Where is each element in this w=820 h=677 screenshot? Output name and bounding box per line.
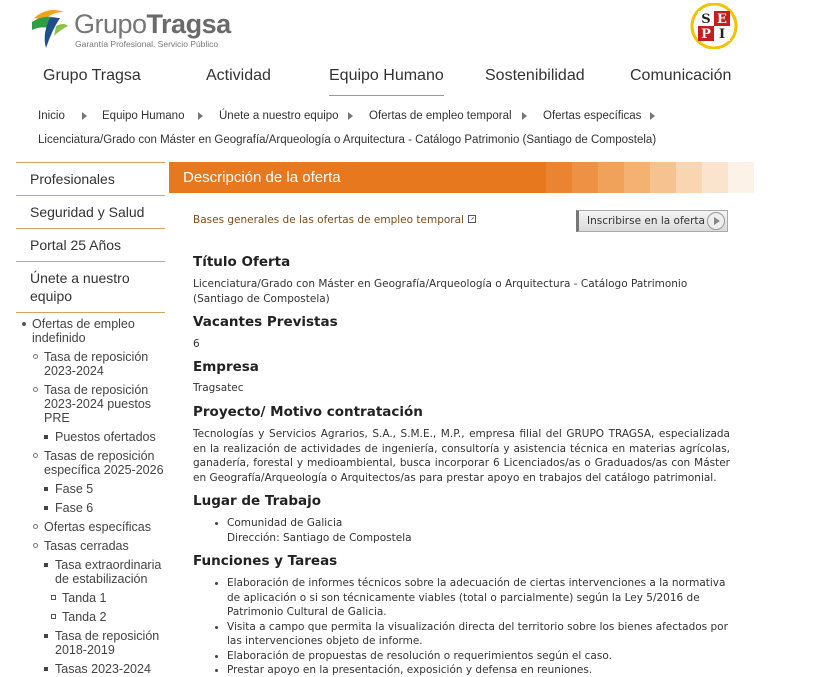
arrow-right-icon <box>707 212 725 230</box>
breadcrumb-ofertas-especificas[interactable]: Ofertas específicas <box>543 110 642 122</box>
sidebar-tree <box>16 317 165 676</box>
tree-item-tasas-2023[interactable]: Tasas 2023-2024 <box>16 662 165 676</box>
vacantes-heading: Vacantes Previstas <box>193 314 338 330</box>
bullet-icon <box>33 453 38 458</box>
breadcrumb-equipo-humano[interactable]: Equipo Humano <box>102 110 185 122</box>
tree-item-ofertas-indefinido[interactable]: Ofertas de empleo indefinido <box>16 317 165 345</box>
sidebar-item-unete[interactable]: Únete a nuestro equipo <box>16 261 165 313</box>
sidebar-item-profesionales[interactable]: Profesionales <box>16 162 165 195</box>
sepi-letter-e: E <box>717 12 727 27</box>
breadcrumb-arrow-icon <box>82 112 87 120</box>
bases-link[interactable]: Bases generales de las ofertas de empleo temporal <box>193 214 476 226</box>
funciones-list <box>213 576 733 677</box>
sepi-letter-i: I <box>718 27 726 42</box>
breadcrumb-arrow-icon <box>650 112 655 120</box>
grupo-tragsa-logo[interactable] <box>30 4 230 52</box>
breadcrumb-arrow-icon <box>198 112 203 120</box>
external-link-icon <box>468 215 476 223</box>
bullet-icon <box>51 595 56 600</box>
sepi-logo[interactable] <box>690 3 738 49</box>
breadcrumb-ofertas-temporal[interactable]: Ofertas de empleo temporal <box>369 110 512 122</box>
bullet-icon <box>44 563 48 567</box>
bullet-icon <box>215 669 218 672</box>
tree-item-tasa-2018[interactable]: Tasa de reposición 2018-2019 <box>16 629 165 657</box>
titulo-value: Licenciatura/Grado con Máster en Geografía/Arqueología o Arquitectura - Catálogo Patrimonio (Santiago de Compostela) <box>193 278 688 305</box>
lugar-comunidad: Comunidad de Galicia Dirección: Santiago de Compostela <box>213 516 733 545</box>
nav-equipo-humano[interactable]: Equipo Humano <box>329 67 444 96</box>
breadcrumb-inicio[interactable]: Inicio <box>38 110 65 122</box>
proyecto-heading: Proyecto/ Motivo contratación <box>193 404 423 420</box>
offer-banner <box>169 162 754 193</box>
empresa-heading: Empresa <box>193 359 259 375</box>
proyecto-value: Tecnologías y Servicios Agrarios, S.A., S.M.E., M.P., empresa filial del GRUPO TRAGSA, especializada en la realización de actividades de ingeniería, consultoría y asistencia técnica en materias agrícolas, ganadería, forestal y medioambiental, busca incorporar 6 Licenciados/as o Graduados/as con Máster en Geografía/Arqueología o Arquitectos/as para prestar apoyo en trabajos del catálogo patrimonial. <box>193 428 730 484</box>
tree-item-tasa-2023[interactable]: Tasa de reposición 2023-2024 <box>16 350 165 378</box>
main-nav <box>16 58 756 96</box>
bullet-icon <box>44 667 48 671</box>
nav-sostenibilidad[interactable]: Sostenibilidad <box>485 67 585 84</box>
lugar-list <box>213 516 733 545</box>
bullet-icon <box>215 582 218 585</box>
empresa-value: Tragsatec <box>193 382 244 394</box>
vacantes-value: 6 <box>193 338 200 350</box>
tree-item-fase-6[interactable]: Fase 6 <box>16 501 165 515</box>
tree-item-fase-5[interactable]: Fase 5 <box>16 482 165 496</box>
banner-title: Descripción de la oferta <box>183 169 341 186</box>
bullet-icon <box>44 634 48 638</box>
breadcrumb-current: Licenciatura/Grado con Máster en Geografía/Arqueología o Arquitectura - Catálogo Patrimonio (Santiago de Compostela) <box>38 134 657 146</box>
bullet-icon <box>215 522 218 525</box>
funciones-heading: Funciones y Tareas <box>193 553 338 569</box>
bullet-icon <box>33 354 38 359</box>
bullet-icon <box>22 322 26 326</box>
sidebar-item-portal[interactable]: Portal 25 Años <box>16 228 165 261</box>
bullet-icon <box>33 524 38 529</box>
banner-gradient <box>546 162 754 193</box>
bullet-icon <box>215 655 218 658</box>
tree-item-tanda-1[interactable]: Tanda 1 <box>16 591 165 605</box>
tree-item-tanda-2[interactable]: Tanda 2 <box>16 610 165 624</box>
breadcrumb <box>38 108 778 146</box>
bullet-icon <box>44 487 48 491</box>
bullet-icon <box>44 506 48 510</box>
nav-comunicacion[interactable]: Comunicación <box>630 67 732 84</box>
tree-item-tasas-cerradas[interactable]: Tasas cerradas <box>16 539 165 553</box>
sidebar <box>16 162 165 676</box>
lugar-heading: Lugar de Trabajo <box>193 493 322 509</box>
nav-actividad[interactable]: Actividad <box>206 67 271 84</box>
tree-item-tasa-2023-pre[interactable]: Tasa de reposición 2023-2024 puestos PRE <box>16 383 165 425</box>
titulo-heading: Título Oferta <box>193 254 291 270</box>
bullet-icon <box>33 387 38 392</box>
nav-grupo-tragsa[interactable]: Grupo Tragsa <box>43 67 141 84</box>
sepi-letter-p: P <box>701 27 711 42</box>
logo-wordmark: GrupoTragsa <box>74 9 231 39</box>
breadcrumb-unete[interactable]: Únete a nuestro equipo <box>219 110 339 122</box>
bullet-icon <box>215 626 218 629</box>
bullet-icon <box>51 614 56 619</box>
logo-tagline: Garantía Profesional. Servicio Público <box>75 39 219 49</box>
tree-item-tasas-especifica[interactable]: Tasas de reposición específica 2025-2026 <box>16 449 165 477</box>
breadcrumb-arrow-icon <box>522 112 527 120</box>
tree-item-puestos[interactable]: Puestos ofertados <box>16 430 165 444</box>
apply-button[interactable]: Inscribirse en la oferta <box>576 210 728 232</box>
tree-item-ofertas-especificas[interactable]: Ofertas específicas <box>16 520 165 534</box>
sidebar-item-seguridad[interactable]: Seguridad y Salud <box>16 195 165 228</box>
list-item: Elaboración de informes técnicos sobre la adecuación de ciertas intervenciones a la normativa de aplicación o si son técnicamente viables (total o parcialmente) según la Ley 5/2016 de Patrimonio Cultural de Galicia. <box>213 576 733 620</box>
sepi-letter-s: S <box>701 12 711 27</box>
breadcrumb-arrow-icon <box>348 112 353 120</box>
tree-item-tasa-extraordinaria[interactable]: Tasa extraordinaria de estabilización <box>16 558 165 586</box>
tragsa-emblem-icon <box>30 4 70 50</box>
list-item: Prestar apoyo en la presentación, exposición y defensa en reuniones. <box>213 663 733 677</box>
list-item: Visita a campo que permita la visualización directa del territorio sobre los bienes afectados por las intervenciones objeto de informe. <box>213 620 733 649</box>
bullet-icon <box>33 543 38 548</box>
bullet-icon <box>44 435 48 439</box>
list-item: Elaboración de propuestas de resolución o requerimientos según el caso. <box>213 649 733 664</box>
